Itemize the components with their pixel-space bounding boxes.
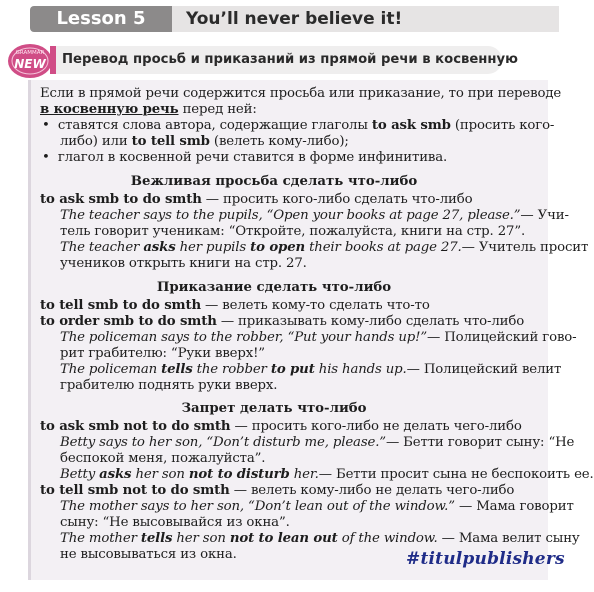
prohibit-example-2: Betty asks her son not to disturb her.— Бетти просит сына не беспокоить ее.: [60, 467, 594, 482]
lesson-number-tab: Lesson 5: [30, 6, 172, 32]
lesson-title: You’ll never believe it!: [186, 9, 403, 29]
order-rule-1: to tell smb to do smth — велеть кому-то сделать что-то: [40, 298, 430, 313]
prohibit-example-3-cont: сыну: “Не высовывайся из окна”.: [60, 515, 290, 530]
prohibit-example-4: The mother tells her son not to lean out of the window. — Мама велит сыну: [60, 531, 580, 546]
section-title: Перевод просьб и приказаний из прямой речи в косвенную: [62, 52, 518, 67]
intro-bullet-1: • ставятся слова автора, содержащие глаголы to ask smb (просить кого-: [42, 118, 555, 133]
prohibit-rule-2: to tell smb not to do smth — велеть кому-либо не делать чего-либо: [40, 483, 515, 498]
prohibit-example-1-cont: беспокой меня, пожалуйста”.: [60, 451, 266, 466]
order-example-1-cont: рит грабителю: “Руки вверх!”: [60, 346, 265, 361]
intro-bullet-1-cont: либо) или to tell smb (велеть кому-либо);: [60, 134, 349, 149]
prohibit-example-1: Betty says to her son, “Don’t disturb me, please.”— Бетти говорит сыну: “Не: [60, 435, 575, 450]
order-rule-2: to order smb to do smth — приказывать кому-либо сделать что-либо: [40, 314, 525, 329]
polite-example-2-cont: учеников открыть книги на стр. 27.: [60, 256, 307, 271]
prohibit-example-4-cont: не высовываться из окна.: [60, 547, 237, 562]
polite-example-1-cont: тель говорит ученикам: “Откройте, пожалуйста, книги на стр. 27”.: [60, 224, 526, 239]
badge-top-text: GRAMMAR: [15, 50, 45, 56]
order-example-2: The policeman tells the robber to put his hands up.— Полицейский велит: [60, 362, 562, 377]
prohibit-example-3: The mother says to her son, “Don’t lean out of the window.” — Мама говорит: [60, 499, 574, 514]
order-example-2-cont: грабителю поднять руки вверх.: [60, 378, 278, 393]
polite-rule: to ask smb to do smth — просить кого-либо сделать что-либо: [40, 192, 473, 207]
grammar-new-badge-icon: [6, 40, 54, 80]
intro-line-1: Если в прямой речи содержится просьба или приказание, то при переводе: [40, 86, 562, 101]
polite-heading: Вежливая просьба сделать что-либо: [130, 174, 418, 189]
prohibit-rule-1: to ask smb not to do smth — просить кого-либо не делать чего-либо: [40, 419, 522, 434]
lesson-header: [0, 0, 559, 36]
intro-line-2: в косвенную речь перед ней:: [40, 102, 257, 117]
prohibit-heading: Запрет делать что-либо: [181, 401, 367, 416]
order-heading: Приказание сделать что-либо: [156, 280, 392, 295]
polite-example-1: The teacher says to the pupils, “Open your books at page 27, please.”— Учи-: [60, 208, 569, 223]
rule-box-edge: [28, 80, 31, 580]
section-title-accent: [50, 46, 56, 74]
polite-example-2: The teacher asks her pupils to open their books at page 27.— Учитель просит: [60, 240, 589, 255]
intro-bullet-2: • глагол в косвенной речи ставится в форме инфинитива.: [42, 150, 448, 165]
publisher-watermark: #titulpublishers: [406, 549, 565, 569]
order-example-1: The policeman says to the robber, “Put your hands up!”— Полицейский гово-: [60, 330, 577, 345]
badge-main-text: NEW: [14, 57, 46, 71]
